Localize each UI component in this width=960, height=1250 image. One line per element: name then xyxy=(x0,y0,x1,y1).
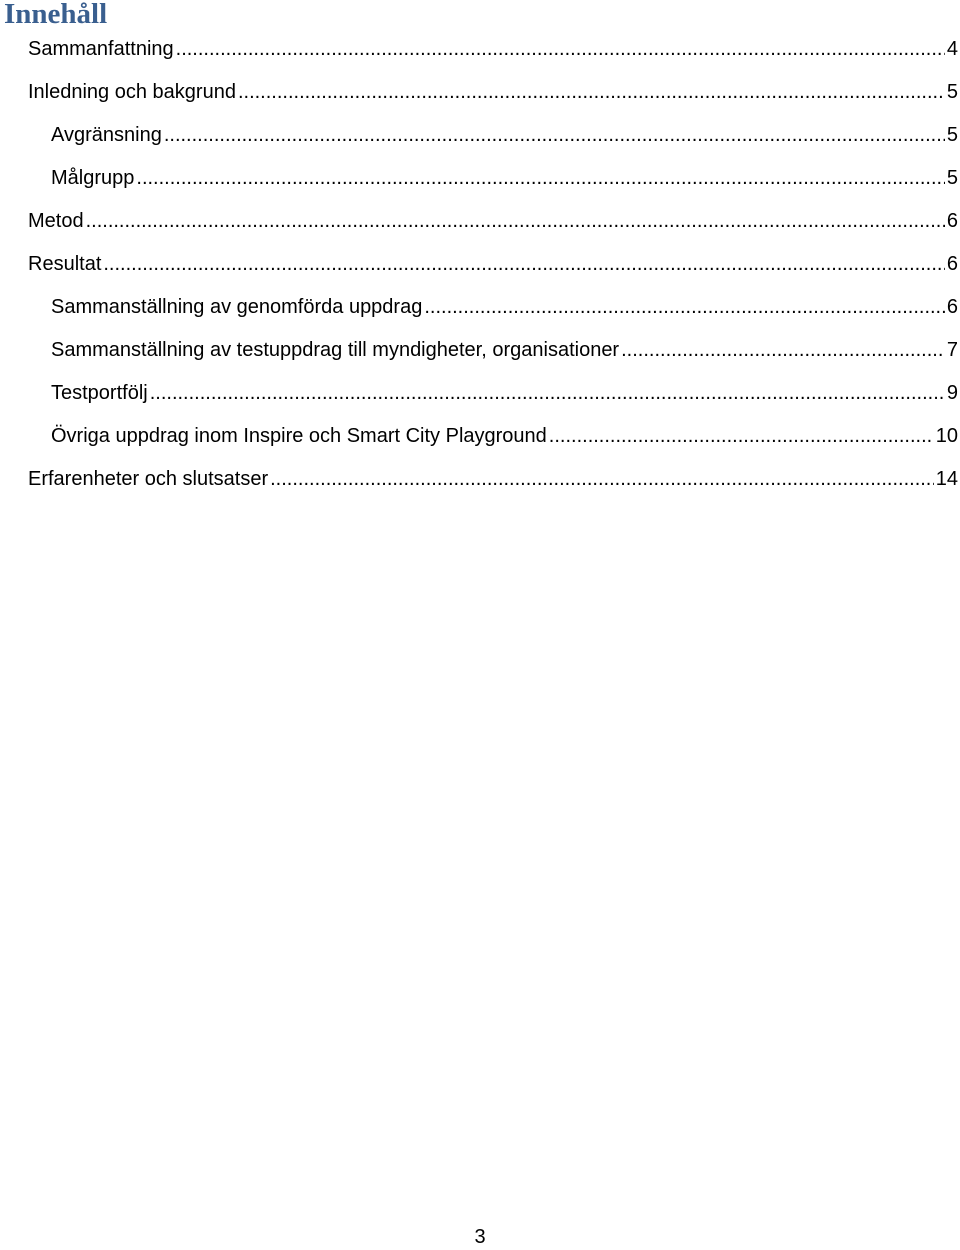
toc-entry-label: Målgrupp xyxy=(51,167,135,189)
toc-entry-metod[interactable] xyxy=(0,200,960,243)
toc-entry-ovriga-uppdrag[interactable] xyxy=(0,415,960,458)
toc-dot-leader xyxy=(103,243,945,286)
toc-entry-page: 10 xyxy=(935,425,958,447)
toc-entry-label: Sammanfattning xyxy=(28,38,174,60)
toc-dot-leader xyxy=(549,415,934,458)
toc-entry-erfarenheter[interactable] xyxy=(0,458,960,501)
toc-entry-label: Erfarenheter och slutsatser xyxy=(28,468,269,490)
toc-entry-page: 6 xyxy=(946,296,958,318)
toc-entry-page: 4 xyxy=(946,38,958,60)
toc-entry-page: 5 xyxy=(946,167,958,189)
toc-entry-page: 9 xyxy=(946,382,958,404)
toc-entry-label: Avgränsning xyxy=(51,124,162,146)
toc-entry-page: 6 xyxy=(946,210,958,232)
toc-dot-leader xyxy=(136,157,944,200)
toc-dot-leader xyxy=(621,329,945,372)
toc-dot-leader xyxy=(86,200,945,243)
toc-entry-page: 5 xyxy=(946,81,958,103)
toc-entry-testportfolj[interactable] xyxy=(0,372,960,415)
toc-entry-avgransning[interactable] xyxy=(0,114,960,157)
toc-entry-label: Sammanställning av testuppdrag till myndigheter, organisationer xyxy=(51,339,620,361)
toc-entry-page: 7 xyxy=(946,339,958,361)
toc-entry-label: Testportfölj xyxy=(51,382,148,404)
toc-entry-page: 14 xyxy=(935,468,958,490)
page-number: 3 xyxy=(474,1226,486,1248)
toc-entry-resultat[interactable] xyxy=(0,243,960,286)
toc-entry-inledning[interactable] xyxy=(0,71,960,114)
toc-entry-malgrupp[interactable] xyxy=(0,157,960,200)
toc-entry-page: 5 xyxy=(946,124,958,146)
toc-entry-testuppdrag[interactable] xyxy=(0,329,960,372)
toc-dot-leader xyxy=(424,286,945,329)
toc-entry-sammanfattning[interactable] xyxy=(0,28,960,71)
toc-dot-leader xyxy=(150,372,945,415)
toc-dot-leader xyxy=(176,28,945,71)
toc-dot-leader xyxy=(238,71,945,114)
toc-entry-label: Metod xyxy=(28,210,84,232)
toc-entry-label: Sammanställning av genomförda uppdrag xyxy=(51,296,423,318)
table-of-contents xyxy=(0,28,960,501)
toc-title: Innehåll xyxy=(4,0,108,30)
toc-entry-genomforda-uppdrag[interactable] xyxy=(0,286,960,329)
toc-entry-label: Resultat xyxy=(28,253,102,275)
toc-entry-label: Övriga uppdrag inom Inspire och Smart City Playground xyxy=(51,425,547,447)
toc-dot-leader xyxy=(164,114,945,157)
toc-entry-page: 6 xyxy=(946,253,958,275)
toc-entry-label: Inledning och bakgrund xyxy=(28,81,236,103)
toc-dot-leader xyxy=(270,458,934,501)
